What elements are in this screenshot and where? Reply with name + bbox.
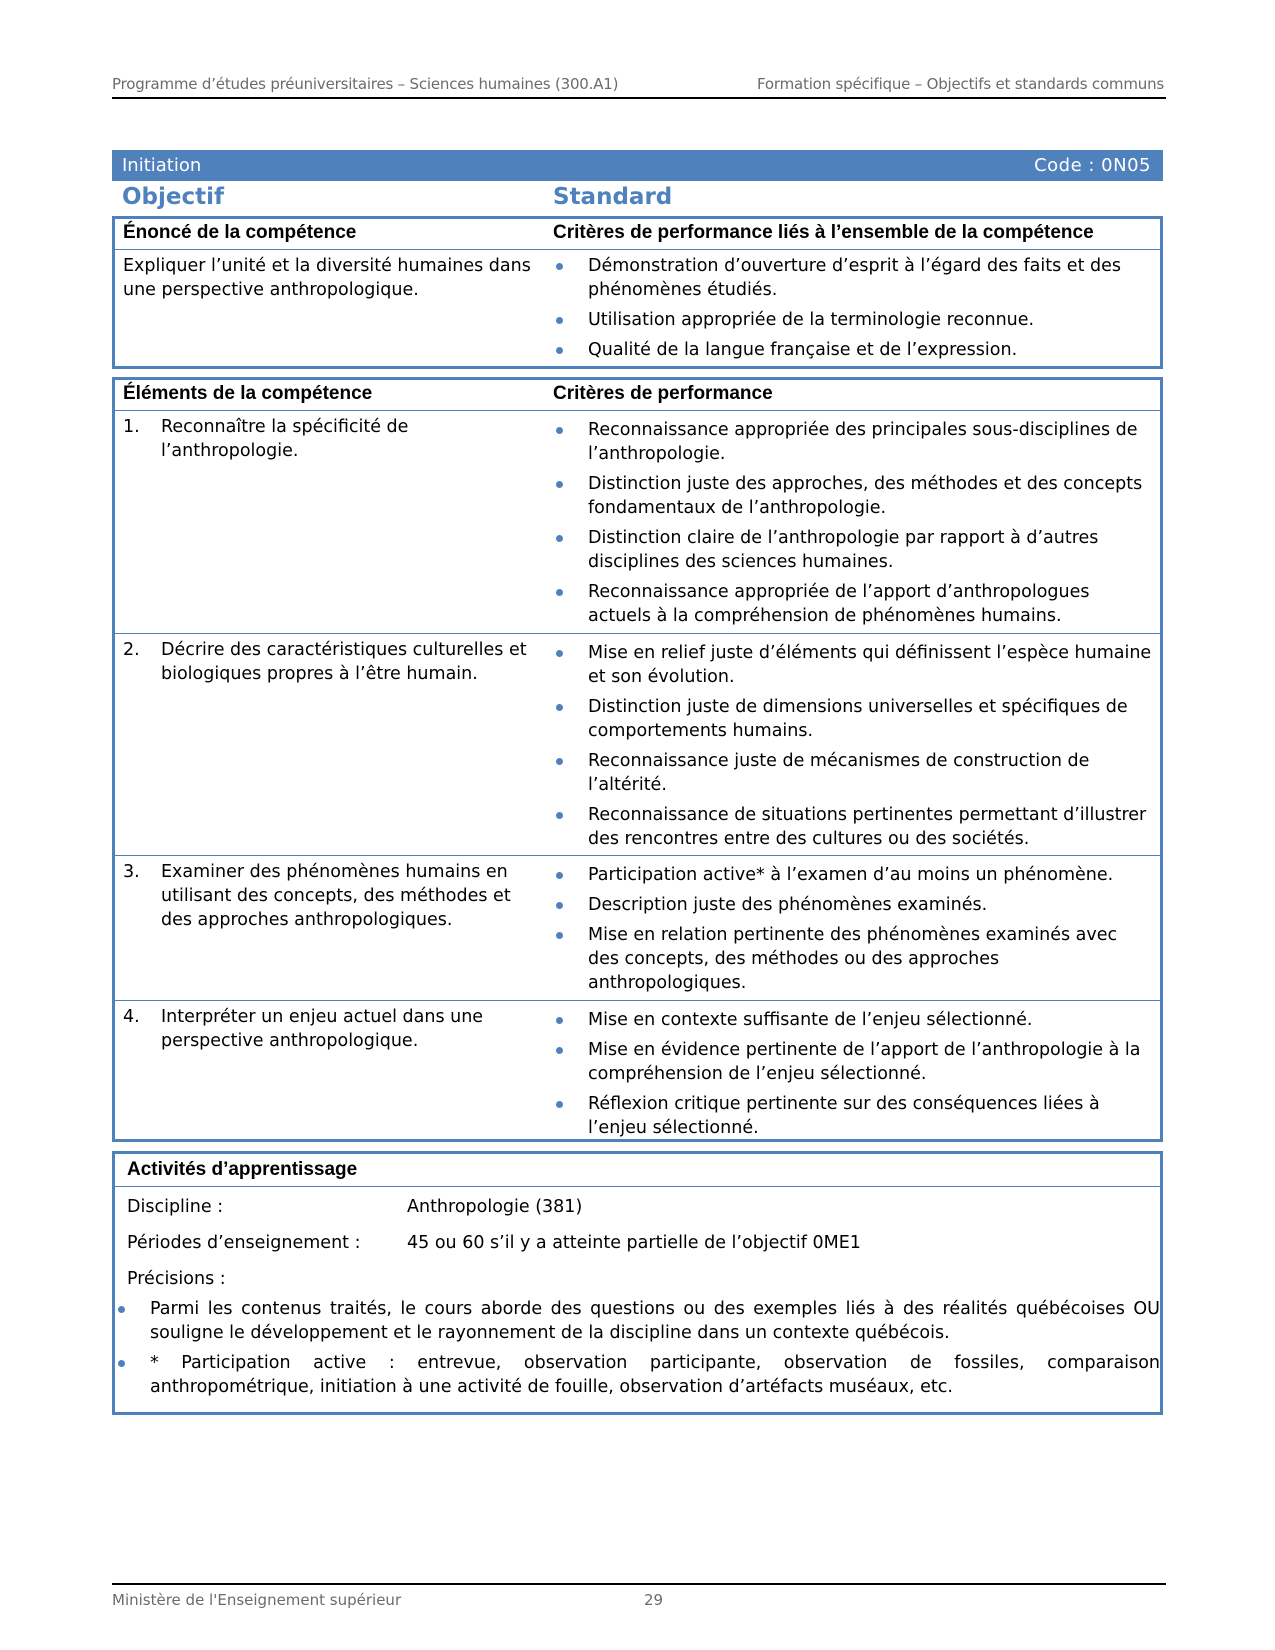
element-row-4 (115, 1000, 1160, 1141)
element-criteria-list (553, 863, 1152, 995)
periods-row (115, 1231, 1160, 1255)
element-number: 3. (123, 862, 140, 882)
activities-box (112, 1151, 1163, 1415)
criterion-item: Reconnaissance juste de mécanismes de construction de l’altérité. (553, 749, 1152, 797)
element-number: 1. (123, 417, 140, 437)
ministry-name: Ministère de l'Enseignement supérieur (112, 1591, 402, 1609)
page-footer (112, 1583, 1166, 1609)
standard-heading: Standard (553, 184, 673, 210)
criterion-item: Réflexion critique pertinente sur des conséquences liées à l’enjeu sélectionné. (553, 1092, 1152, 1140)
competence-content-row (115, 249, 1160, 368)
activities-header: Activités d’apprentissage (127, 1159, 358, 1180)
activities-header-row (115, 1154, 1160, 1186)
criterion-item: Distinction juste de dimensions universelles et spécifiques de comportements humains. (553, 695, 1152, 743)
activities-content (115, 1186, 1160, 1399)
global-criteria-header: Critères de performance liés à l’ensemble de la compétence (553, 222, 1094, 243)
column-headings (112, 183, 1163, 215)
element-criteria-list (553, 641, 1152, 851)
course-title-bar (112, 150, 1163, 181)
criterion-item: Participation active* à l’examen d’au moins un phénomène. (553, 863, 1152, 887)
criterion-item: Démonstration d’ouverture d’esprit à l’égard des faits et des phénomènes étudiés. (553, 254, 1152, 302)
precisions-row (115, 1267, 1160, 1291)
course-level: Initiation (122, 155, 202, 176)
competence-statement: Expliquer l’unité et la diversité humaines dans une perspective anthropologique. (123, 256, 531, 300)
precision-item: * Participation active : entrevue, observation participante, observation de fossiles, comparaison anthropométrique, initiation à une activité de fouille, observation d’artéfacts muséaux, etc. (115, 1351, 1160, 1399)
criterion-item: Mise en relation pertinente des phénomènes examinés avec des concepts, des méthodes ou des approches anthropologiques. (553, 923, 1152, 995)
criterion-item: Reconnaissance appropriée de l’apport d’anthropologues actuels à la compréhension de phénomènes humains. (553, 580, 1152, 628)
element-criteria-list (553, 1008, 1152, 1140)
precisions-list (115, 1297, 1160, 1399)
precision-item: Parmi les contenus traités, le cours aborde des questions ou des exemples liés à des réalités québécoises OU souligne le développement et le rayonnement de la discipline dans un contexte québécois. (115, 1297, 1160, 1345)
elements-header: Éléments de la compétence (123, 383, 373, 404)
elements-box (112, 377, 1163, 1142)
element-row-3 (115, 855, 1160, 1000)
criterion-item: Mise en contexte suffisante de l’enjeu sélectionné. (553, 1008, 1152, 1032)
element-number: 2. (123, 640, 140, 660)
elements-header-row (115, 380, 1160, 410)
program-title: Programme d’études préuniversitaires – Sciences humaines (300.A1) (112, 75, 619, 93)
criterion-item: Qualité de la langue française et de l’expression. (553, 338, 1152, 362)
criterion-item: Mise en relief juste d’éléments qui définissent l’espèce humaine et son évolution. (553, 641, 1152, 689)
criterion-item: Distinction juste des approches, des méthodes et des concepts fondamentaux de l’anthropologie. (553, 472, 1152, 520)
element-text: Reconnaître la spécificité de l’anthropologie. (161, 417, 409, 461)
discipline-label: Discipline : (127, 1197, 224, 1217)
element-row-1 (115, 410, 1160, 633)
page-number: 29 (644, 1591, 664, 1609)
criteria-header: Critères de performance (553, 383, 773, 404)
element-number: 4. (123, 1007, 140, 1027)
discipline-row (115, 1195, 1160, 1219)
element-text: Examiner des phénomènes humains en utilisant des concepts, des méthodes et des approches anthropologiques. (161, 862, 511, 930)
discipline-value: Anthropologie (381) (407, 1197, 583, 1217)
criterion-item: Mise en évidence pertinente de l’apport de l’anthropologie à la compréhension de l’enjeu sélectionné. (553, 1038, 1152, 1086)
competence-box (112, 216, 1163, 369)
element-text: Interpréter un enjeu actuel dans une perspective anthropologique. (161, 1007, 484, 1051)
course-code: Code : 0N05 (1034, 155, 1151, 176)
element-text: Décrire des caractéristiques culturelles et biologiques propres à l’être humain. (161, 640, 527, 684)
statement-header: Énoncé de la compétence (123, 222, 357, 243)
global-criteria-list (553, 254, 1152, 362)
criterion-item: Reconnaissance de situations pertinentes permettant d’illustrer des rencontres entre des cultures ou des sociétés. (553, 803, 1152, 851)
criterion-item: Utilisation appropriée de la terminologie reconnue. (553, 308, 1152, 332)
periods-value: 45 ou 60 s’il y a atteinte partielle de l’objectif 0ME1 (407, 1233, 861, 1253)
element-criteria-list (553, 418, 1152, 628)
element-row-2 (115, 633, 1160, 855)
criterion-item: Description juste des phénomènes examinés. (553, 893, 1152, 917)
criterion-item: Reconnaissance appropriée des principales sous-disciplines de l’anthropologie. (553, 418, 1152, 466)
section-title: Formation spécifique – Objectifs et standards communs (757, 75, 1164, 93)
competence-header-row (115, 219, 1160, 249)
page-header (112, 70, 1166, 99)
precisions-label: Précisions : (127, 1269, 226, 1289)
criterion-item: Distinction claire de l’anthropologie par rapport à d’autres disciplines des sciences humaines. (553, 526, 1152, 574)
periods-label: Périodes d’enseignement : (127, 1233, 361, 1253)
objectif-heading: Objectif (122, 184, 225, 210)
